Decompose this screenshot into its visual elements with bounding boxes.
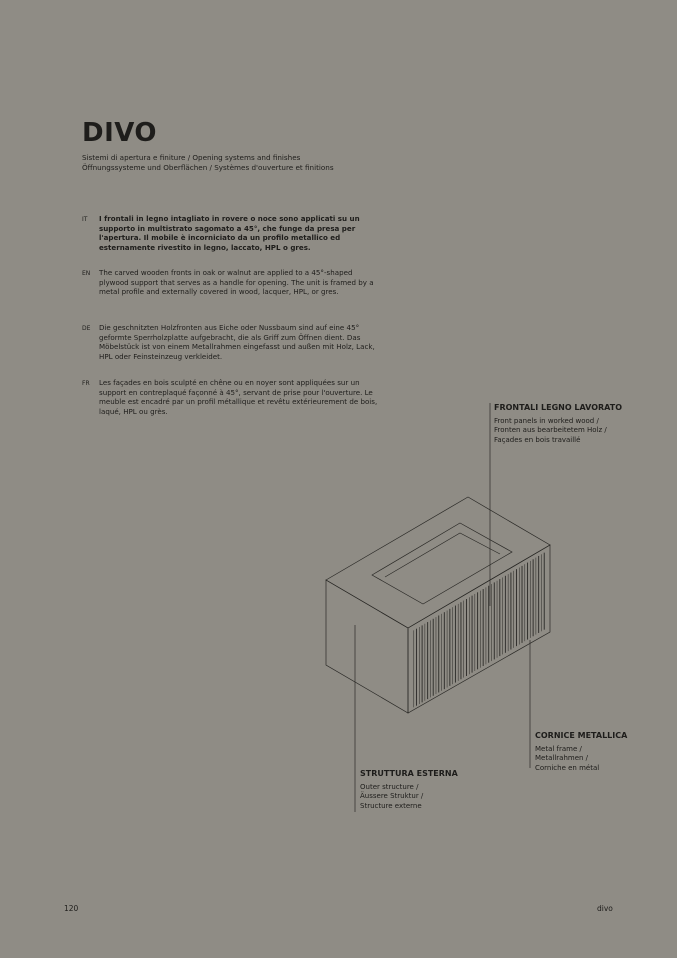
cabinet-front xyxy=(408,545,550,713)
callout-title: FRONTALI LEGNO LAVORATO xyxy=(494,403,623,412)
callout-fronts xyxy=(494,403,624,445)
paragraph-text: The carved wooden fronts in oak or walnut are applied to a 45°-shaped plywood support that serves as a handle for opening. The unit is framed by a metal profile and externally covered in wood, lacquer, HPL, or gres. xyxy=(99,268,374,297)
page-title: DIVO xyxy=(82,118,158,148)
paragraph-text: I frontali in legno intagliato in rovere o noce sono applicati su un supporto in multistrato sagomato a 45°, che funge da presa per l'apertura. Il mobile è incorniciato da un profilo metallico ed esternamente rivestito in legno, laccato, HPL o gres. xyxy=(99,214,360,252)
callout-title: STRUTTURA ESTERNA xyxy=(360,769,458,778)
section-name: divo xyxy=(597,904,613,913)
lang-code: IT xyxy=(82,216,88,223)
callout-structure xyxy=(360,769,480,811)
paragraph-text: Die geschnitzten Holzfronten aus Eiche oder Nussbaum sind auf eine 45° geformte Sperrholzplatte aufgebracht, die als Griff zum Öffnen dient. Das Möbelstück ist von einem Metallrahmen eingefasst und außen mit Holz, Lack, HPL oder Feinsteinzeug verkleidet. xyxy=(99,323,375,361)
callout-frame xyxy=(535,731,645,773)
callout-caption: Metal frame / Metallrahmen / Corniche en métal xyxy=(535,744,600,772)
page-number: 120 xyxy=(64,904,79,913)
callout-caption: Outer structure / Äussere Struktur / Structure externe xyxy=(360,782,424,810)
lang-code: EN xyxy=(82,270,91,277)
lang-code: DE xyxy=(82,325,91,332)
sink-inner xyxy=(385,533,500,577)
lang-code: FR xyxy=(82,380,90,387)
callout-title: CORNICE METALLICA xyxy=(535,731,628,740)
sink-basin xyxy=(372,523,512,604)
callout-caption: Front panels in worked wood / Fronten aus bearbeitetem Holz / Façades en bois travaillé xyxy=(494,416,607,444)
fluted-front-panel xyxy=(414,553,544,708)
cabinet-side xyxy=(326,580,408,713)
subtitle-line: Sistemi di apertura e finiture / Opening systems and finishes xyxy=(82,153,301,162)
paragraph-text: Les façades en bois sculpté en chêne ou en noyer sont appliquées sur un support en contreplaqué façonné à 45°, servant de prise pour l'ouverture. Le meuble est encadré par un profil métallique et revêtu extérieurement de bois, laqué, HPL ou grès. xyxy=(99,378,378,416)
subtitle-line: Öffnungssysteme und Oberflächen / Systèmes d'ouverture et finitions xyxy=(82,163,334,172)
